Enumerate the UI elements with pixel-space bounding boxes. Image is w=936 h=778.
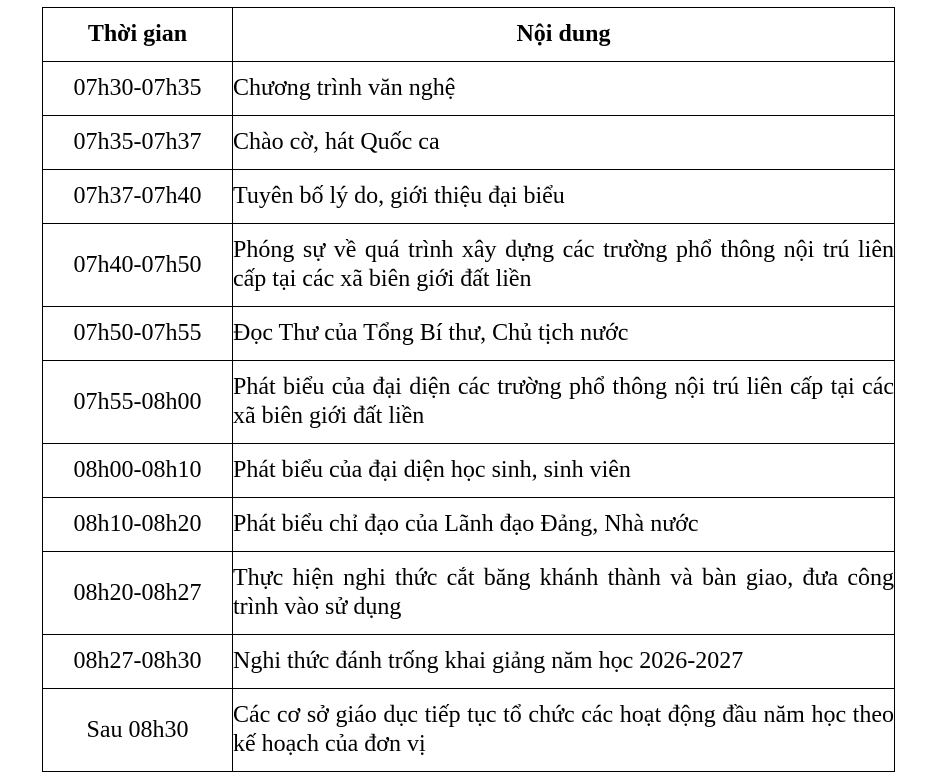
time-cell: 07h35-07h37: [43, 116, 233, 170]
table-row: [43, 307, 895, 361]
table-row: [43, 62, 895, 116]
table-row: [43, 444, 895, 498]
time-cell: 07h55-08h00: [43, 361, 233, 444]
header-time: Thời gian: [43, 8, 233, 62]
table-row: [43, 224, 895, 307]
content-cell: Đọc Thư của Tổng Bí thư, Chủ tịch nước: [233, 307, 895, 361]
content-cell: Tuyên bố lý do, giới thiệu đại biểu: [233, 170, 895, 224]
table-row: [43, 170, 895, 224]
time-cell: 07h30-07h35: [43, 62, 233, 116]
time-cell: 08h20-08h27: [43, 552, 233, 635]
table-row: [43, 635, 895, 689]
content-cell: Chương trình văn nghệ: [233, 62, 895, 116]
header-content: Nội dung: [233, 8, 895, 62]
content-cell: Thực hiện nghi thức cắt băng khánh thành và bàn giao, đưa công trình vào sử dụng: [233, 552, 895, 635]
time-cell: 08h00-08h10: [43, 444, 233, 498]
content-cell: Các cơ sở giáo dục tiếp tục tổ chức các hoạt động đầu năm học theo kế hoạch của đơn vị: [233, 689, 895, 772]
content-cell: Phát biểu của đại diện các trường phổ thông nội trú liên cấp tại các xã biên giới đất liền: [233, 361, 895, 444]
time-cell: 08h27-08h30: [43, 635, 233, 689]
content-cell: Phát biểu chỉ đạo của Lãnh đạo Đảng, Nhà nước: [233, 498, 895, 552]
content-cell: Nghi thức đánh trống khai giảng năm học 2026-2027: [233, 635, 895, 689]
table-row: [43, 689, 895, 772]
time-cell: Sau 08h30: [43, 689, 233, 772]
table-header-row: [43, 8, 895, 62]
program-schedule-table: [42, 7, 895, 772]
table-row: [43, 116, 895, 170]
time-cell: 08h10-08h20: [43, 498, 233, 552]
time-cell: 07h37-07h40: [43, 170, 233, 224]
content-cell: Chào cờ, hát Quốc ca: [233, 116, 895, 170]
table-row: [43, 498, 895, 552]
table-row: [43, 361, 895, 444]
content-cell: Phát biểu của đại diện học sinh, sinh viên: [233, 444, 895, 498]
time-cell: 07h50-07h55: [43, 307, 233, 361]
table-row: [43, 552, 895, 635]
content-cell: Phóng sự về quá trình xây dựng các trường phổ thông nội trú liên cấp tại các xã biên giới đất liền: [233, 224, 895, 307]
time-cell: 07h40-07h50: [43, 224, 233, 307]
